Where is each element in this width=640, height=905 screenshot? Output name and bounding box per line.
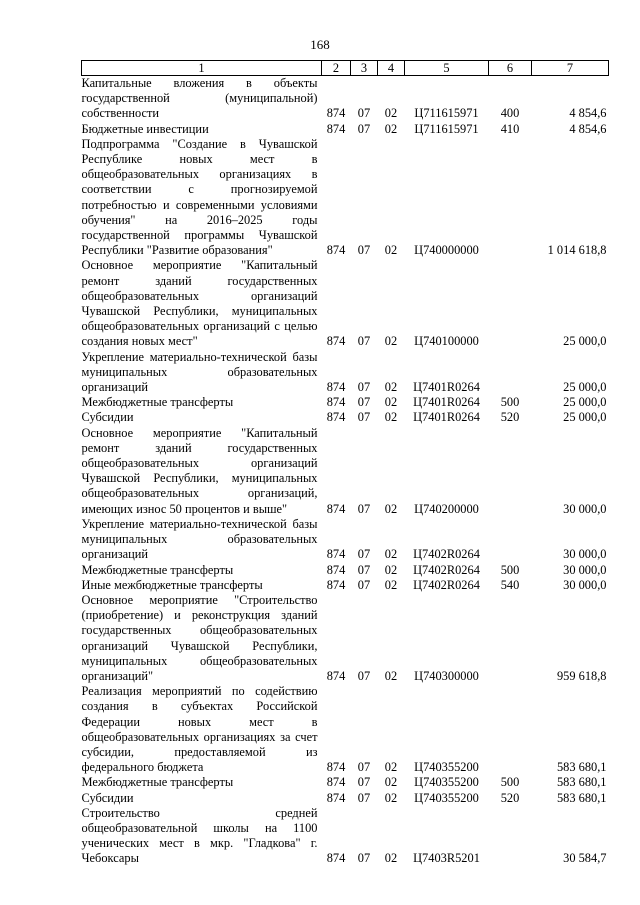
row-amount: 4 854,6 bbox=[569, 121, 607, 136]
row-expense-type bbox=[489, 350, 532, 396]
row-name: Основное мероприятие "Капитальный ремонт зданий государственных общеобразовательных организаций Чувашской Республики, муниципальных общеобразовательных организаций с целью создания новых мест" bbox=[81, 258, 318, 349]
table-row bbox=[82, 806, 609, 867]
row-amount: 30 000,0 bbox=[563, 562, 607, 577]
row-subsection: 02 bbox=[384, 106, 398, 121]
header-row bbox=[82, 61, 609, 76]
row-target-article: Ц7402R0264 bbox=[413, 547, 480, 562]
row-expense-type bbox=[489, 517, 532, 563]
row-subsection: 02 bbox=[384, 410, 398, 425]
row-subsection: 02 bbox=[384, 577, 398, 592]
row-expense-type: 410 bbox=[500, 121, 520, 136]
column-header: 7 bbox=[532, 61, 609, 76]
table-row bbox=[82, 563, 609, 578]
row-section: 07 bbox=[357, 775, 371, 790]
row-admin-code: 874 bbox=[326, 790, 346, 805]
row-subsection: 02 bbox=[384, 790, 398, 805]
row-section: 07 bbox=[357, 851, 371, 866]
table-row bbox=[82, 593, 609, 684]
row-name: Основное мероприятие "Строительство (приобретение) и реконструкция зданий государственных общеобразовательных организаций Чувашской Республики, муниципальных общеобразовательных организаций" bbox=[81, 592, 318, 683]
row-subsection: 02 bbox=[384, 851, 398, 866]
row-name: Бюджетные инвестиции bbox=[81, 121, 209, 136]
row-name: Строительство средней общеобразовательной школы на 1100 ученических мест в мкр. "Гладкова" г. Чебоксары bbox=[81, 805, 318, 866]
row-expense-type bbox=[489, 593, 532, 684]
row-admin-code: 874 bbox=[326, 775, 346, 790]
table-row bbox=[82, 76, 609, 122]
row-target-article: Ц7403R5201 bbox=[413, 851, 480, 866]
row-name: Укрепление материально-технической базы муниципальных образовательных организаций bbox=[81, 516, 318, 562]
row-name: Капитальные вложения в объекты государственной (муниципальной) собственности bbox=[81, 76, 318, 121]
row-admin-code: 874 bbox=[326, 121, 346, 136]
row-expense-type: 500 bbox=[500, 395, 520, 410]
table-body bbox=[82, 76, 609, 867]
row-target-article: Ц740355200 bbox=[414, 760, 479, 775]
row-section: 07 bbox=[357, 243, 371, 258]
row-target-article: Ц740100000 bbox=[414, 334, 479, 349]
row-section: 07 bbox=[357, 380, 371, 395]
row-amount: 959 618,8 bbox=[556, 668, 607, 683]
table-row bbox=[82, 258, 609, 349]
row-amount: 25 000,0 bbox=[563, 410, 607, 425]
row-expense-type: 520 bbox=[500, 790, 520, 805]
row-target-article: Ц740355200 bbox=[414, 790, 479, 805]
row-admin-code: 874 bbox=[326, 380, 346, 395]
row-admin-code: 874 bbox=[326, 501, 346, 516]
row-section: 07 bbox=[357, 410, 371, 425]
row-subsection: 02 bbox=[384, 243, 398, 258]
row-amount: 1 014 618,8 bbox=[547, 243, 607, 258]
table-row bbox=[82, 775, 609, 790]
table-row bbox=[82, 684, 609, 775]
row-expense-type bbox=[489, 258, 532, 349]
table-row bbox=[82, 350, 609, 396]
row-subsection: 02 bbox=[384, 380, 398, 395]
row-section: 07 bbox=[357, 395, 371, 410]
budget-table bbox=[81, 60, 609, 867]
row-expense-type: 540 bbox=[500, 577, 520, 592]
table-row bbox=[82, 410, 609, 425]
table-header bbox=[82, 61, 609, 76]
row-admin-code: 874 bbox=[326, 547, 346, 562]
row-subsection: 02 bbox=[384, 501, 398, 516]
row-admin-code: 874 bbox=[326, 760, 346, 775]
table-row bbox=[82, 791, 609, 806]
row-expense-type bbox=[489, 426, 532, 517]
row-expense-type: 500 bbox=[500, 775, 520, 790]
row-subsection: 02 bbox=[384, 668, 398, 683]
table-row bbox=[82, 517, 609, 563]
row-name: Укрепление материально-технической базы муниципальных образовательных организаций bbox=[81, 349, 318, 395]
row-name: Субсидии bbox=[81, 410, 134, 425]
row-target-article: Ц7401R0264 bbox=[413, 380, 480, 395]
row-amount: 25 000,0 bbox=[563, 395, 607, 410]
row-name: Субсидии bbox=[81, 790, 134, 805]
row-amount: 30 000,0 bbox=[563, 577, 607, 592]
row-admin-code: 874 bbox=[326, 243, 346, 258]
row-target-article: Ц711615971 bbox=[414, 121, 479, 136]
table-row bbox=[82, 395, 609, 410]
row-admin-code: 874 bbox=[326, 334, 346, 349]
row-name: Основное мероприятие "Капитальный ремонт зданий государственных общеобразовательных организаций Чувашской Республики, муниципальных общеобразовательных организаций, имеющих износ 50 процентов и выше" bbox=[81, 425, 318, 516]
row-subsection: 02 bbox=[384, 562, 398, 577]
row-expense-type: 400 bbox=[500, 106, 520, 121]
row-amount: 583 680,1 bbox=[556, 775, 607, 790]
row-section: 07 bbox=[357, 106, 371, 121]
row-target-article: Ц7401R0264 bbox=[413, 395, 480, 410]
table-row bbox=[82, 578, 609, 593]
column-header: 4 bbox=[378, 61, 405, 76]
row-amount: 583 680,1 bbox=[556, 790, 607, 805]
row-target-article: Ц7401R0264 bbox=[413, 410, 480, 425]
row-name: Межбюджетные трансферты bbox=[81, 562, 234, 577]
row-target-article: Ц740000000 bbox=[414, 243, 479, 258]
row-expense-type: 520 bbox=[500, 410, 520, 425]
row-name: Межбюджетные трансферты bbox=[81, 775, 234, 790]
table-row bbox=[82, 122, 609, 137]
row-subsection: 02 bbox=[384, 334, 398, 349]
table-row bbox=[82, 137, 609, 259]
row-name: Подпрограмма "Создание в Чувашской Республике новых мест в общеобразовательных организациях в соответствии с прогнозируемой потребностью и современными условиями обучения" на 2016–2025 годы государственной программы Чувашской Республики "Развитие образования" bbox=[81, 136, 318, 258]
row-admin-code: 874 bbox=[326, 395, 346, 410]
row-amount: 25 000,0 bbox=[563, 334, 607, 349]
column-header: 6 bbox=[489, 61, 532, 76]
row-target-article: Ц740200000 bbox=[414, 501, 479, 516]
page-number: 168 bbox=[310, 37, 330, 52]
row-admin-code: 874 bbox=[326, 562, 346, 577]
row-amount: 30 584,7 bbox=[563, 851, 607, 866]
row-expense-type bbox=[489, 806, 532, 867]
row-target-article: Ц711615971 bbox=[414, 106, 479, 121]
column-header: 5 bbox=[405, 61, 489, 76]
row-section: 07 bbox=[357, 121, 371, 136]
row-amount: 25 000,0 bbox=[563, 380, 607, 395]
row-subsection: 02 bbox=[384, 395, 398, 410]
column-header: 3 bbox=[351, 61, 378, 76]
row-section: 07 bbox=[357, 501, 371, 516]
row-name: Межбюджетные трансферты bbox=[81, 395, 234, 410]
row-subsection: 02 bbox=[384, 547, 398, 562]
row-section: 07 bbox=[357, 760, 371, 775]
row-admin-code: 874 bbox=[326, 668, 346, 683]
row-section: 07 bbox=[357, 668, 371, 683]
row-expense-type bbox=[489, 137, 532, 259]
row-subsection: 02 bbox=[384, 775, 398, 790]
row-target-article: Ц740300000 bbox=[414, 668, 479, 683]
row-admin-code: 874 bbox=[326, 577, 346, 592]
row-expense-type bbox=[489, 684, 532, 775]
table-row bbox=[82, 426, 609, 517]
row-amount: 583 680,1 bbox=[556, 760, 607, 775]
row-subsection: 02 bbox=[384, 760, 398, 775]
row-target-article: Ц7402R0264 bbox=[413, 562, 480, 577]
row-section: 07 bbox=[357, 577, 371, 592]
row-target-article: Ц740355200 bbox=[414, 775, 479, 790]
row-amount: 30 000,0 bbox=[563, 547, 607, 562]
row-amount: 4 854,6 bbox=[569, 106, 607, 121]
column-header: 1 bbox=[82, 61, 322, 76]
row-section: 07 bbox=[357, 790, 371, 805]
row-section: 07 bbox=[357, 562, 371, 577]
column-header: 2 bbox=[322, 61, 351, 76]
row-section: 07 bbox=[357, 547, 371, 562]
row-name: Иные межбюджетные трансферты bbox=[81, 577, 263, 592]
row-target-article: Ц7402R0264 bbox=[413, 577, 480, 592]
row-admin-code: 874 bbox=[326, 851, 346, 866]
row-expense-type: 500 bbox=[500, 562, 520, 577]
row-subsection: 02 bbox=[384, 121, 398, 136]
row-name: Реализация мероприятий по содействию создания в субъектах Российской Федерации новых мест в общеобразовательных организациях за счет субсидии, предоставляемой из федерального бюджета bbox=[81, 684, 318, 775]
row-admin-code: 874 bbox=[326, 410, 346, 425]
row-admin-code: 874 bbox=[326, 106, 346, 121]
row-amount: 30 000,0 bbox=[563, 501, 607, 516]
row-section: 07 bbox=[357, 334, 371, 349]
